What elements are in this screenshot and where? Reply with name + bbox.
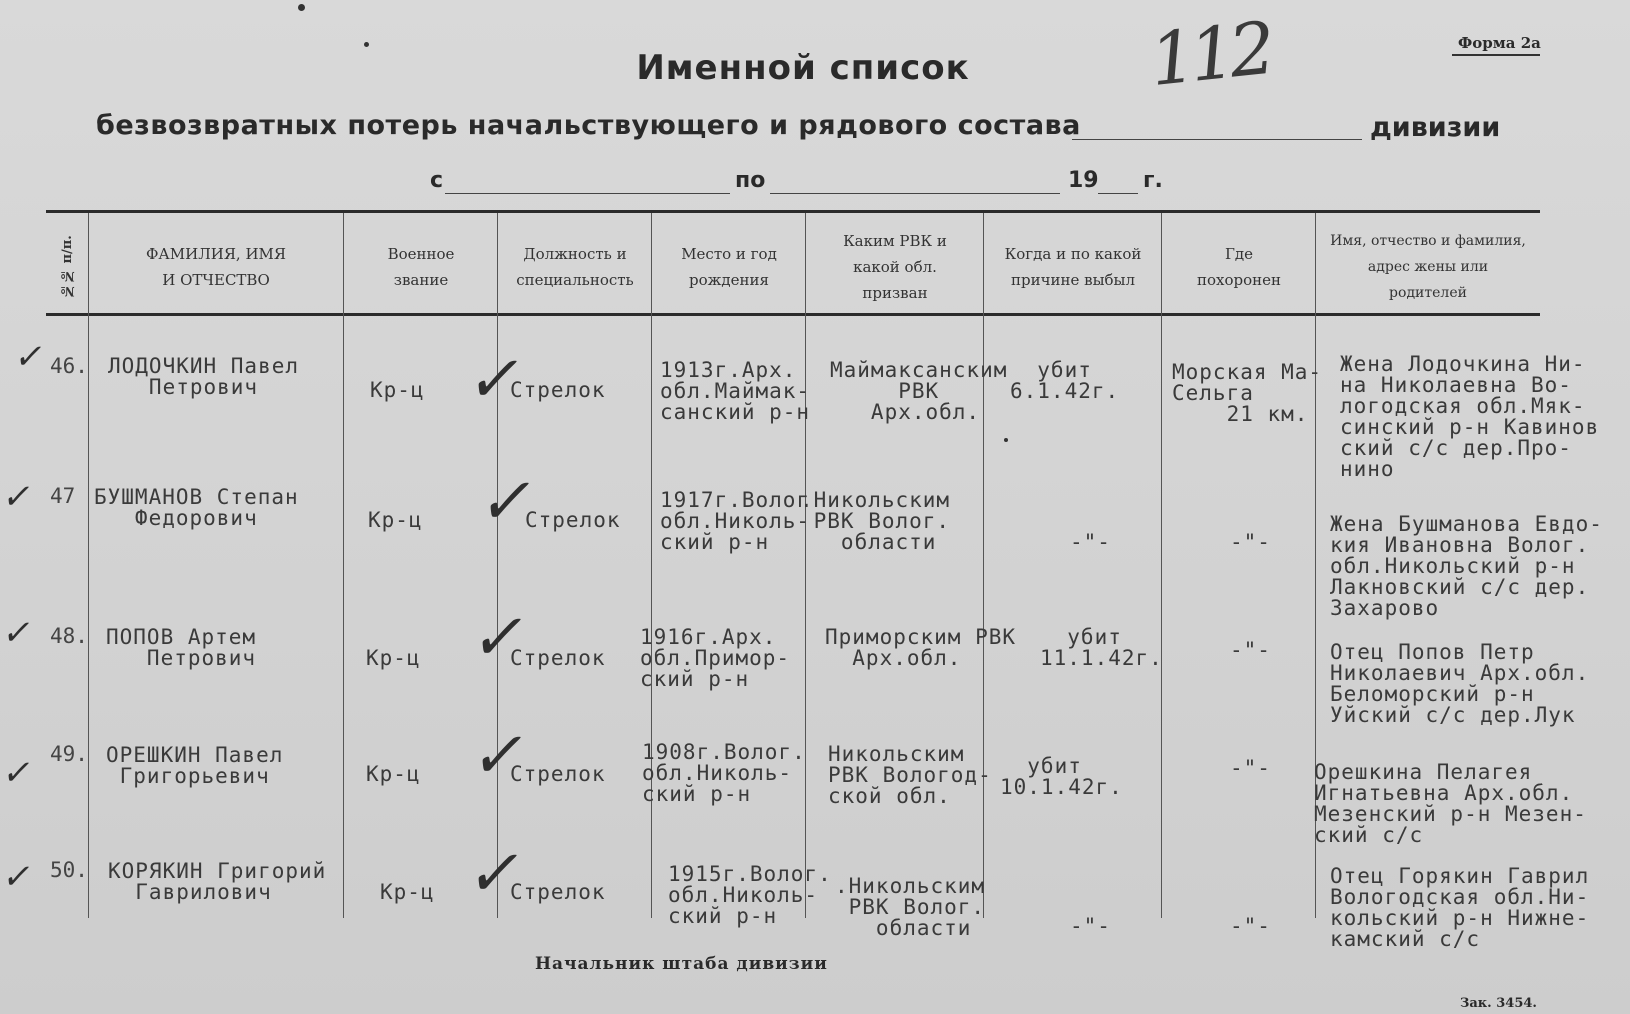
column-divider — [805, 213, 806, 918]
division-blank — [1072, 139, 1362, 140]
date-to-label: по — [735, 168, 766, 193]
date-to-blank — [770, 193, 1060, 194]
header-birth: Место и год рождения — [681, 245, 777, 289]
position-check-mark: ✓ — [466, 601, 536, 675]
column-divider — [497, 213, 498, 918]
row-birth: 1913г.Арх. обл.Маймак- санский р-н — [660, 358, 811, 424]
row-when: -"- — [1070, 914, 1111, 938]
row-when: убит 10.1.42г. — [1000, 754, 1123, 799]
row-rvk: .Никольским РВК Волог. области — [800, 488, 951, 554]
row-rank: Кр-ц — [366, 762, 421, 786]
row-when: убит 11.1.42г. — [1040, 625, 1163, 670]
paper-speck — [364, 42, 369, 47]
header-num: №№ п/п. — [60, 235, 75, 299]
column-divider — [1161, 213, 1162, 918]
header-buried: Где похоронен — [1196, 245, 1282, 289]
row-number: 50. — [50, 858, 88, 882]
row-number: 47 — [50, 484, 76, 508]
row-relatives: Жена Бушманова Евдо- кия Ивановна Волог. обл.Никольский р-н Лакновский с/с дер. Захарово — [1330, 512, 1603, 620]
row-buried: -"- — [1230, 756, 1271, 780]
row-buried: -"- — [1230, 914, 1271, 938]
row-number: 46. — [50, 354, 88, 378]
date-from-blank — [445, 193, 730, 194]
header-when: Когда и по какой причине выбыл — [1004, 245, 1142, 289]
margin-check-mark: ✓ — [11, 337, 49, 377]
position-check-mark: ✓ — [462, 343, 532, 417]
row-name: ОРЕШКИН Павел Григорьевич — [106, 743, 284, 788]
column-divider — [651, 213, 652, 918]
row-name: КОРЯКИН Григорий Гаврилович — [108, 859, 327, 904]
row-relatives: Отец Попов Петр Николаевич Арх.обл. Беломорский р-н Уйский с/с дер.Лук — [1330, 640, 1590, 727]
row-rvk: Приморским РВК Арх.обл. — [825, 625, 1017, 670]
row-rvk: .Никольским РВК Волог. области — [835, 874, 986, 940]
header-rvk: Каким РВК и какой обл. призван — [843, 232, 947, 302]
year-suffix: г. — [1143, 168, 1163, 193]
row-when: убит 6.1.42г. — [1010, 358, 1120, 403]
row-when: -"- — [1070, 530, 1111, 554]
margin-check-mark: ✓ — [0, 477, 37, 517]
paper-speck — [1004, 438, 1008, 442]
row-relatives: Отец Горякин Гаврил Вологодская обл.Ни- кольский р-н Нижне- камский с/с — [1330, 864, 1590, 951]
margin-check-mark: ✓ — [0, 613, 37, 653]
row-birth: 1908г.Волог. обл.Николь- ский р-н — [642, 740, 806, 806]
header-name: ФАМИЛИЯ, ИМЯ И ОТЧЕСТВО — [145, 245, 287, 289]
margin-check-mark: ✓ — [0, 753, 37, 793]
column-divider — [343, 213, 344, 918]
column-divider — [983, 213, 984, 918]
row-relatives: Жена Лодочкина Ни- на Николаевна Во- логодская обл.Мяк- синский р-н Кавинов ский с/с дер.Про- нино — [1340, 352, 1600, 481]
header-relatives: Имя, отчество и фамилия, адрес жены или родителей — [1330, 233, 1526, 301]
row-name: ПОПОВ Артем Петрович — [106, 625, 257, 670]
chief-of-staff-signature-label: Начальник штаба дивизии — [535, 954, 828, 974]
header-position: Должность и специальность — [516, 245, 634, 289]
row-birth: 1915г.Волог. обл.Николь- ский р-н — [668, 862, 832, 928]
form-label: Форма 2а — [1458, 34, 1541, 52]
row-birth: 1917г.Волог обл.Николь- ский р-н — [660, 488, 811, 554]
position-check-mark: ✓ — [466, 719, 536, 793]
row-position: Стрелок — [510, 762, 606, 786]
row-number: 48. — [50, 624, 88, 648]
year-label: 19 — [1068, 168, 1099, 193]
row-name: ЛОДОЧКИН Павел Петрович — [108, 354, 300, 399]
column-divider — [88, 213, 89, 918]
subtitle-tail: дивизии — [1370, 112, 1501, 143]
document-title-text: Именной список — [636, 48, 970, 88]
handwritten-page-number: 112 — [1145, 5, 1274, 103]
row-position: Стрелок — [510, 880, 606, 904]
position-check-mark: ✓ — [474, 465, 544, 539]
row-position: Стрелок — [525, 508, 621, 532]
position-check-mark: ✓ — [462, 837, 532, 911]
row-relatives: Орешкина Пелагея Игнатьевна Арх.обл. Мезенский р-н Мезен- ский с/с — [1314, 760, 1587, 847]
document-subtitle: безвозвратных потерь начальствующего и рядового состава — [96, 110, 1081, 141]
row-rank: Кр-ц — [366, 646, 421, 670]
header-rank: Военное звание — [387, 245, 455, 289]
date-from-label: с — [430, 168, 444, 193]
row-position: Стрелок — [510, 646, 606, 670]
row-name: БУШМАНОВ Степан Федорович — [94, 485, 299, 530]
row-buried: -"- — [1230, 530, 1271, 554]
row-rank: Кр-ц — [368, 508, 423, 532]
paper-speck — [298, 4, 305, 11]
row-buried: -"- — [1230, 638, 1271, 662]
row-rvk: Никольским РВК Вологод- ской обл. — [828, 742, 992, 808]
document-title — [0, 48, 1630, 88]
row-rank: Кр-ц — [380, 880, 435, 904]
row-number: 49. — [50, 742, 88, 766]
row-buried: Морская Ма- Сельга 21 км. — [1172, 360, 1323, 426]
row-rvk: Маймаксанским РВК Арх.обл. — [830, 358, 1008, 424]
margin-check-mark: ✓ — [0, 857, 37, 897]
row-birth: 1916г.Арх. обл.Примор- ский р-н — [640, 625, 791, 691]
order-number: Зак. 3454. — [1460, 996, 1537, 1011]
row-rank: Кр-ц — [370, 378, 425, 402]
row-position: Стрелок — [510, 378, 606, 402]
year-blank — [1098, 193, 1138, 194]
